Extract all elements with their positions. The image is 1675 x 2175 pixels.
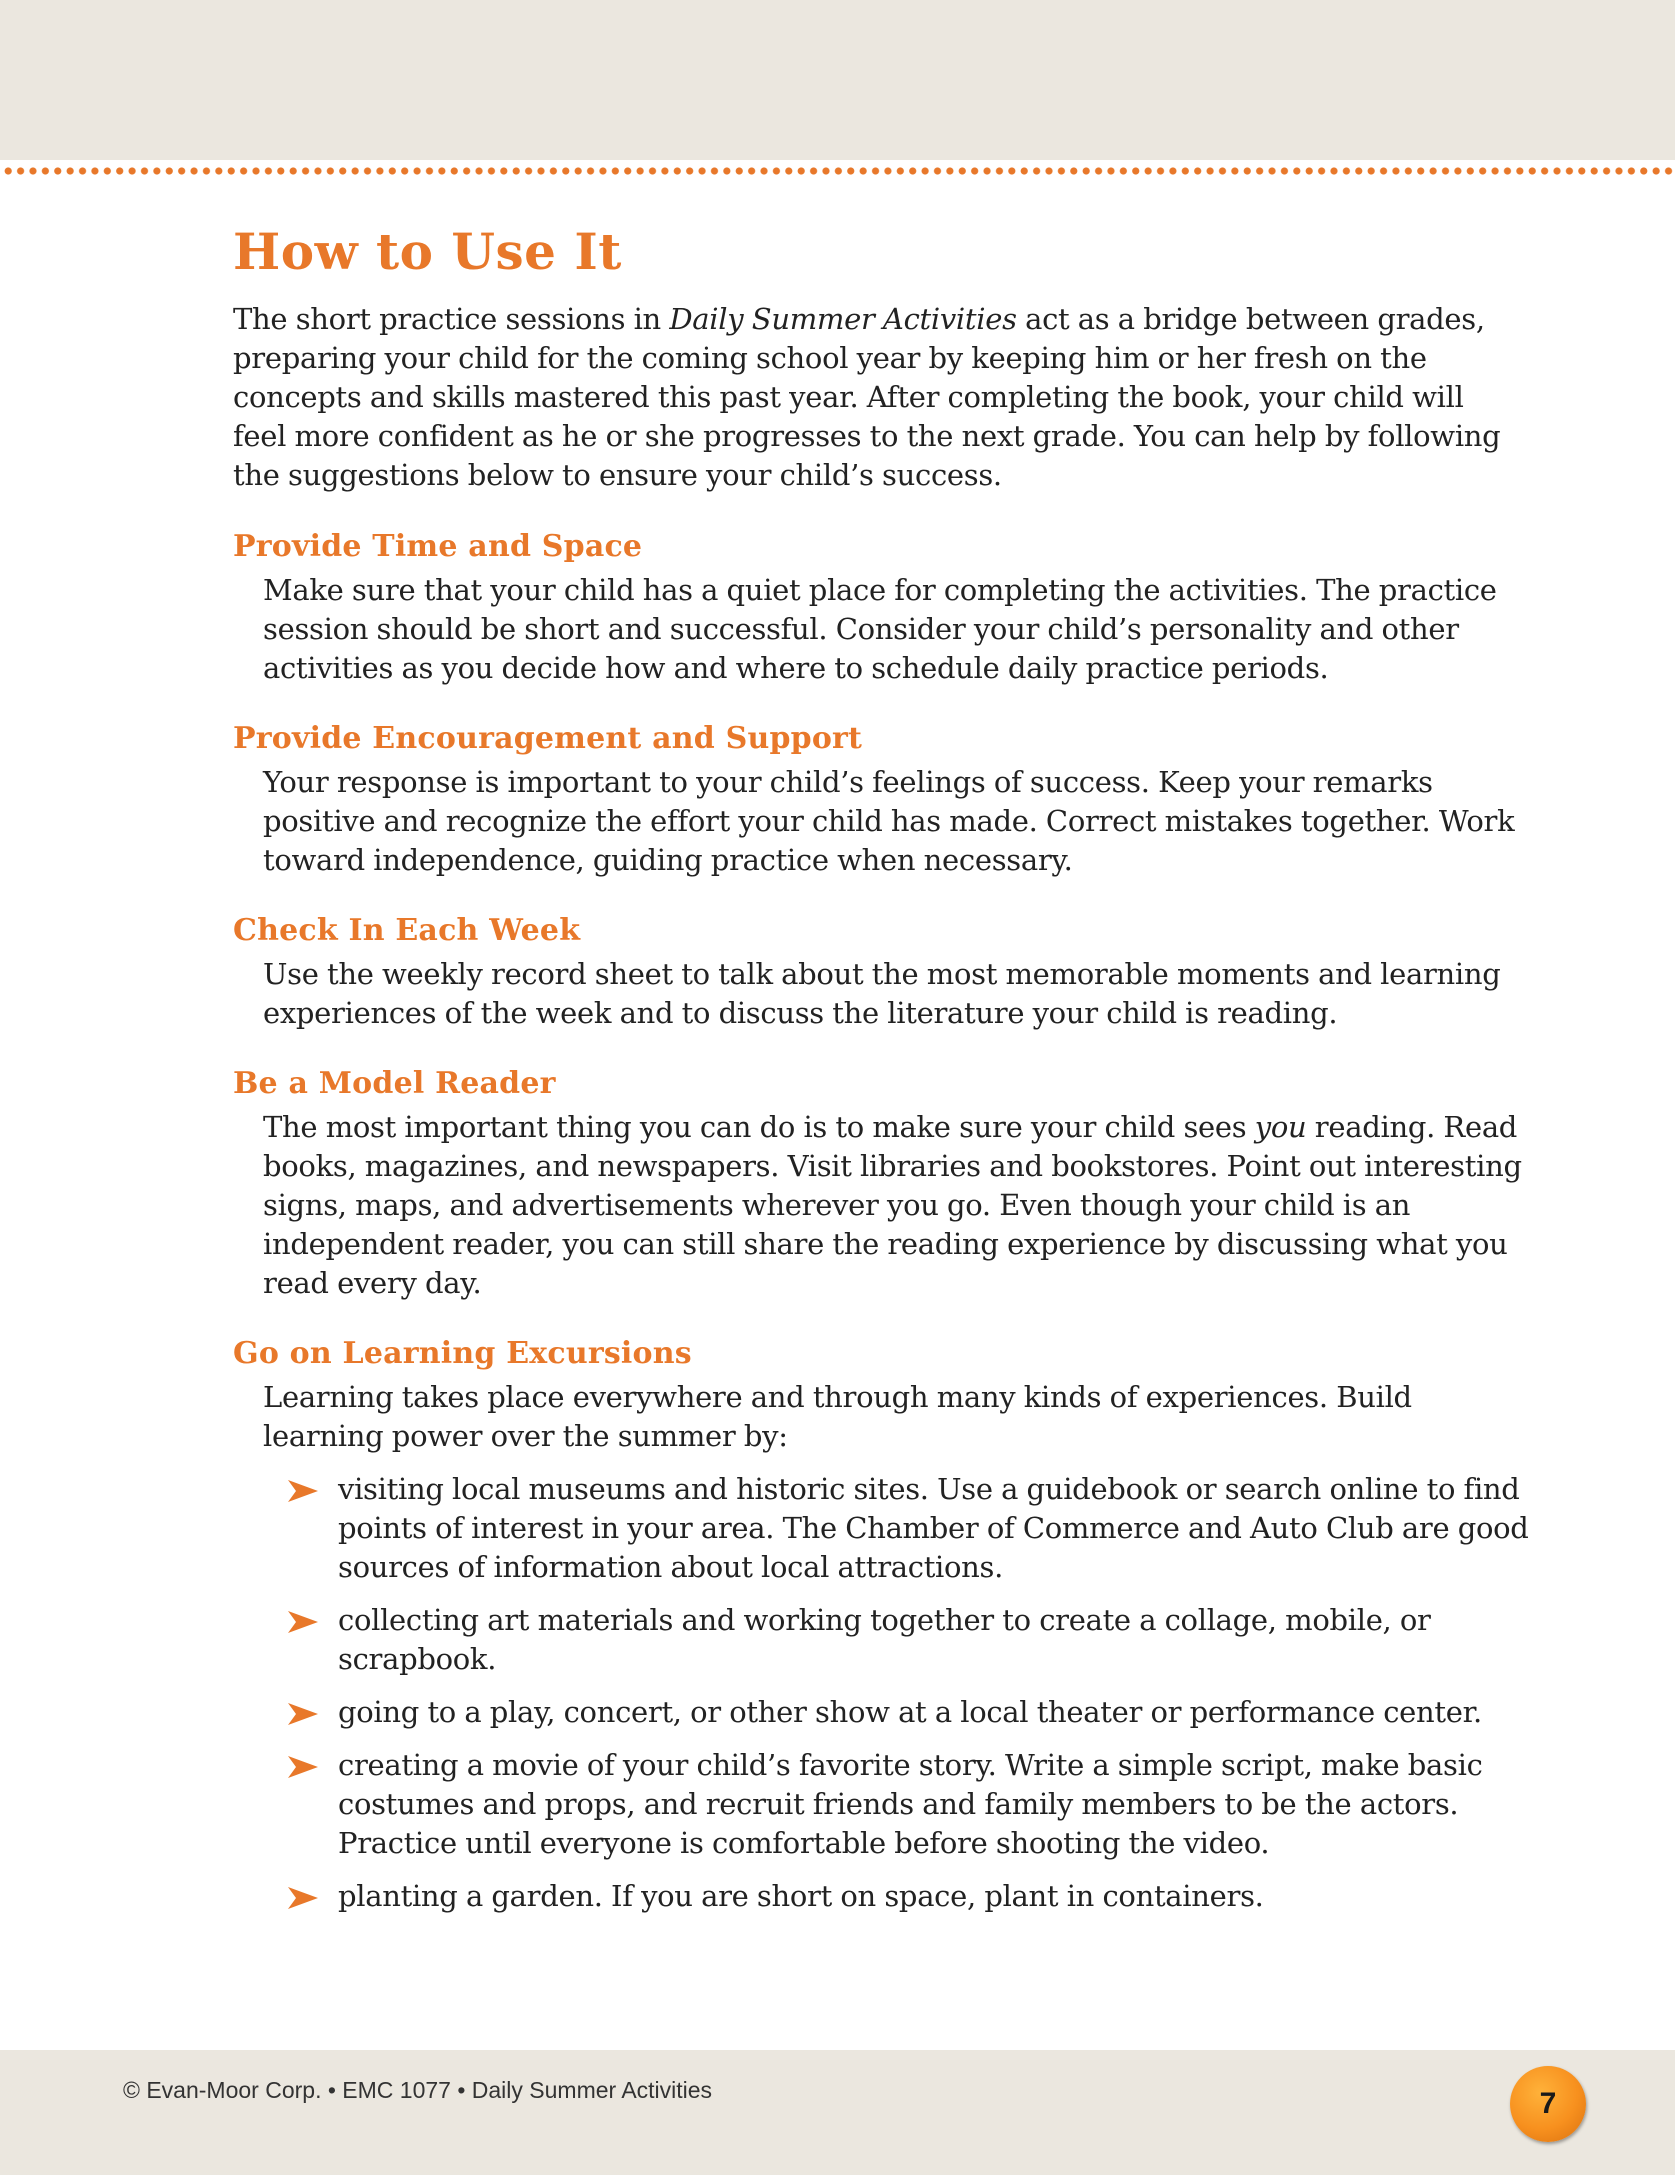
list-item-text: going to a play, concert, or other show at a local theater or performance center.	[338, 1695, 1482, 1729]
arrow-bullet-icon	[288, 1703, 318, 1725]
list-item-text: planting a garden. If you are short on space, plant in containers.	[338, 1879, 1264, 1913]
list-item	[288, 1601, 1533, 1679]
list-item	[288, 1877, 1533, 1916]
intro-paragraph	[233, 300, 1523, 495]
list-item	[288, 1746, 1533, 1863]
arrow-bullet-icon	[288, 1611, 318, 1633]
list-item	[288, 1470, 1533, 1587]
section-body-excursions: Learning takes place everywhere and through many kinds of experiences. Build learning power over the summer by:	[263, 1380, 1412, 1453]
arrow-bullet-icon	[288, 1480, 318, 1502]
header-band	[0, 0, 1675, 160]
emphasis-you: you	[1254, 1110, 1307, 1144]
section-heading-model-reader: Be a Model Reader	[233, 1066, 556, 1101]
section-heading-check-in: Check In Each Week	[233, 913, 581, 948]
dotted-divider	[0, 166, 1675, 176]
footer-band	[0, 2050, 1675, 2175]
intro-text-start: The short practice sessions in	[233, 302, 670, 336]
list-item-text: collecting art materials and working together to create a collage, mobile, or scrapbook.	[338, 1603, 1431, 1676]
model-reader-text-end: reading. Read books, magazines, and newspapers. Visit libraries and bookstores. Point out interesting signs, maps, and advertisements wherever you go. Even though your child is an independent reader, you can still share the reading experience by discussing what you read every day.	[263, 1110, 1522, 1300]
book-title: Daily Summer Activities	[669, 302, 1017, 336]
model-reader-text-start: The most important thing you can do is to make sure your child sees	[263, 1110, 1255, 1144]
section-heading-encouragement: Provide Encouragement and Support	[233, 721, 863, 756]
intro-text-end: act as a bridge between grades, preparing your child for the coming school year by keeping him or her fresh on the concepts and skills mastered this past year. After completing the book, your child will feel more confident as he or she progresses to the next grade. You can help by following the suggestions below to ensure your child’s success.	[233, 302, 1501, 492]
excursion-list	[288, 1470, 1533, 1930]
section-heading-time-space: Provide Time and Space	[233, 529, 643, 564]
page-number-badge	[1510, 2066, 1586, 2142]
section-body-check-in: Use the weekly record sheet to talk about the most memorable moments and learning experiences of the week and to discuss the literature your child is reading.	[263, 957, 1501, 1030]
section-body-time-space: Make sure that your child has a quiet place for completing the activities. The practice session should be short and successful. Consider your child’s personality and other activities as you decide how and where to schedule daily practice periods.	[263, 573, 1497, 685]
section-heading-excursions: Go on Learning Excursions	[233, 1336, 692, 1371]
list-item	[288, 1693, 1533, 1732]
page-number: 7	[1539, 2087, 1557, 2120]
section-body-encouragement: Your response is important to your child’s feelings of success. Keep your remarks positive and recognize the effort your child has made. Correct mistakes together. Work toward independence, guiding practice when necessary.	[263, 765, 1515, 877]
arrow-bullet-icon	[288, 1756, 318, 1778]
section-body-model-reader	[263, 1108, 1533, 1303]
arrow-bullet-icon	[288, 1887, 318, 1909]
list-item-text: visiting local museums and historic sites. Use a guidebook or search online to find points of interest in your area. The Chamber of Commerce and Auto Club are good sources of information about local attractions.	[338, 1472, 1529, 1584]
list-item-text: creating a movie of your child’s favorite story. Write a simple script, make basic costumes and props, and recruit friends and family members to be the actors. Practice until everyone is comfortable before shooting the video.	[338, 1748, 1483, 1860]
page-title: How to Use It	[233, 222, 622, 281]
footer-credit: © Evan-Moor Corp. • EMC 1077 • Daily Summer Activities	[123, 2077, 713, 2103]
